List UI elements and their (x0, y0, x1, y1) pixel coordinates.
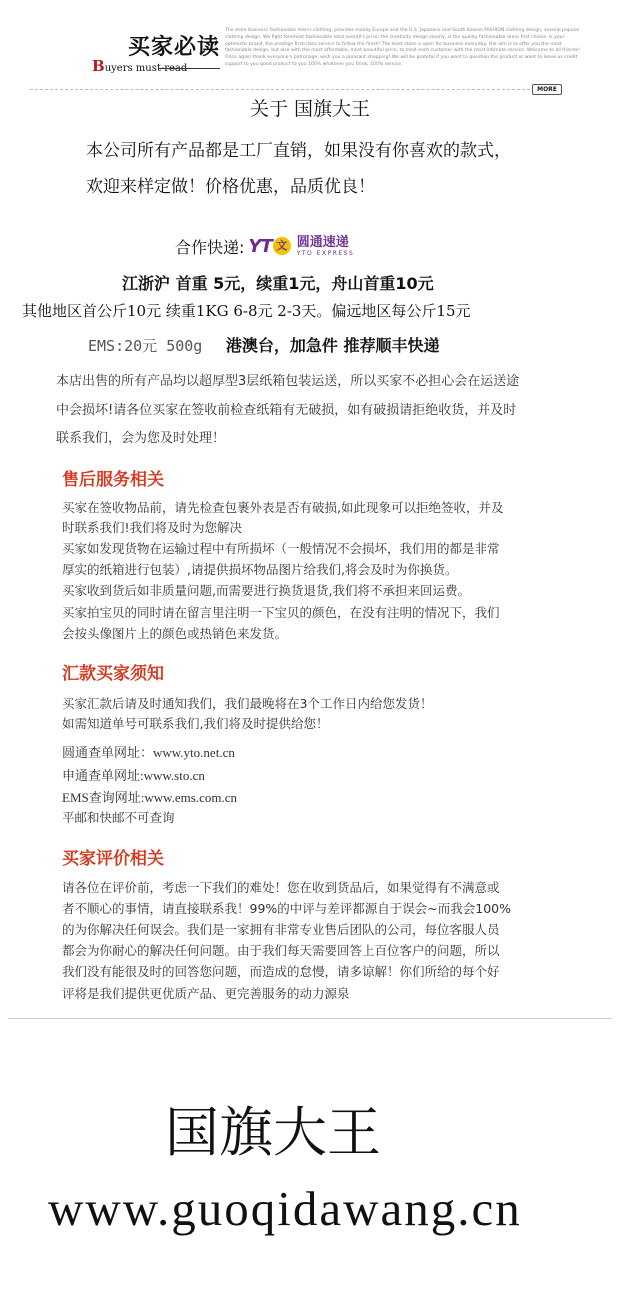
more-button[interactable]: MORE (532, 84, 562, 95)
hk-macau-taiwan-note: 港澳台，加急件 推荐顺丰快递 (225, 336, 440, 355)
rate-line-2: 其他地区首公斤10元 续重1KG 6-8元 2-3天。偏远地区每公斤15元 (22, 302, 471, 320)
review-line: 评将是我们提供更优质产品、更完善服务的动力源泉 (62, 986, 350, 1001)
courier-row (175, 233, 354, 259)
header-divider (30, 89, 530, 90)
header-title: 买家必读 (128, 34, 221, 60)
courier-label: 合作快递: (175, 237, 245, 257)
rate-line-1: 江浙沪 首重 5元，续重1元，舟山首重10元 (122, 274, 434, 293)
after-sales-line: 买家收到货后如非质量问题,而需要进行换货退货,我们将不承担来回运费。 (62, 583, 470, 598)
yto-logo-names (297, 236, 355, 257)
review-line: 的为你解决任何误会。我们是一家拥有非常专业售后团队的公司，每位客服人员 (62, 922, 500, 937)
after-sales-line: 买家在签收物品前，请先检查包裹外表是否有破损,如此现象可以拒绝签收，并及 (62, 500, 504, 515)
yto-logo-mark: YT (248, 235, 272, 257)
after-sales-line: 时联系我们!我们将及时为您解决 (62, 520, 243, 535)
payment-title: 汇款买家须知 (62, 664, 164, 684)
review-line: 都会为你耐心的解决任何问题。由于我们每天需要回答上百位客户的问题，所以 (62, 943, 500, 958)
after-sales-line: 买家如发现货物在运输过程中有所损坏（一般情况不会损坏，我们用的都是非常 (62, 541, 500, 556)
yto-logo-circle: 文 (273, 237, 291, 255)
about-title: 关于 国旗大王 (249, 98, 371, 120)
after-sales-line: 会按头像图片上的颜色或热销色来发货。 (62, 626, 288, 641)
website-url[interactable]: www.guoqidawang.cn (48, 1181, 522, 1236)
header-subtitle-cap: B (92, 57, 105, 75)
about-line-2: 欢迎来样定做！价格优惠，品质优良！ (86, 177, 375, 197)
ems-tracking-link[interactable]: EMS查询网址:www.ems.com.cn (62, 790, 238, 805)
sto-tracking-link[interactable]: 申通查单网址:www.sto.cn (62, 768, 205, 783)
footer-divider (8, 1018, 612, 1019)
about-line-1: 本公司所有产品都是工厂直销，如果没有你喜欢的款式， (86, 141, 511, 161)
payment-line: 如需知道单号可联系我们,我们将及时提供给您！ (62, 716, 329, 731)
buyers-must-read-header (0, 0, 620, 92)
notice-line-2: 中会损坏!请各位买家在签收前检查纸箱有无破损，如有破损请拒绝收货，并及时 (56, 403, 517, 418)
review-title: 买家评价相关 (62, 849, 164, 869)
notice-line-1: 本店出售的所有产品均以超厚型3层纸箱包装运送，所以买家不必担心会在运送途 (56, 374, 520, 389)
review-line: 请各位在评价前，考虑一下我们的难处！您在收到货品后，如果觉得有不满意或 (62, 880, 500, 895)
header-underline (158, 68, 220, 69)
after-sales-line: 买家拍宝贝的同时请在留言里注明一下宝贝的颜色，在没有注明的情况下，我们 (62, 605, 500, 620)
yto-name-cn: 圆通速递 (296, 234, 349, 250)
header-subtitle (92, 57, 187, 75)
header-subtitle-rest: uyers must-read (104, 63, 188, 74)
after-sales-title: 售后服务相关 (62, 470, 164, 490)
after-sales-line: 厚实的纸箱进行包装）,请提供损坏物品图片给我们,将会及时为你换货。 (62, 562, 458, 577)
yto-name-en: YTO EXPRESS (296, 249, 355, 257)
payment-line: 买家汇款后请及时通知我们，我们最晚将在3个工作日内给您发货！ (62, 696, 433, 711)
notice-line-3: 联系我们，会为您及时处理！ (56, 431, 226, 446)
yto-express-logo (248, 236, 354, 257)
review-line: 者不顺心的事情，请直接联系我！99%的中评与差评都源自于误会~而我会100% (62, 901, 511, 916)
review-line: 我们没有能很及时的回答您问题，而造成的怠慢，请多谅解！你们所给的每个好 (62, 964, 500, 979)
mail-untrackable-note: 平邮和快邮不可查询 (62, 810, 175, 825)
rate-line-3 (88, 333, 439, 356)
yto-tracking-link[interactable]: 圆通查单网址：www.yto.net.cn (62, 745, 235, 760)
brand-name: 国旗大王 (165, 1101, 381, 1164)
ems-rate: EMS:20元 500g (88, 337, 203, 355)
header-intro-text: The store business fashionable men's clothing, provides mainly Europe and the U.S. Japanese and South Korean FASHION clothing design, several popular clothing design. We fight foremost fashionable total overall's price, the creativity design clearly, is the quality fashionable dress first choice. Is your optimistic brand, the prestige first-class service to follow the finish! The least store is open for business everyday, the aim is to offer you the most fashionable design, but also with the most affordable, most beautiful price, to treat each customer with the most intimate service. Welcome to all friends! Once again thank everyone's patronage, wish you a pleasant shopping! We will be grateful if you want to question the product or want to leave us credit support to you good product to you 100% whatever you think, 100% service. (225, 28, 580, 67)
